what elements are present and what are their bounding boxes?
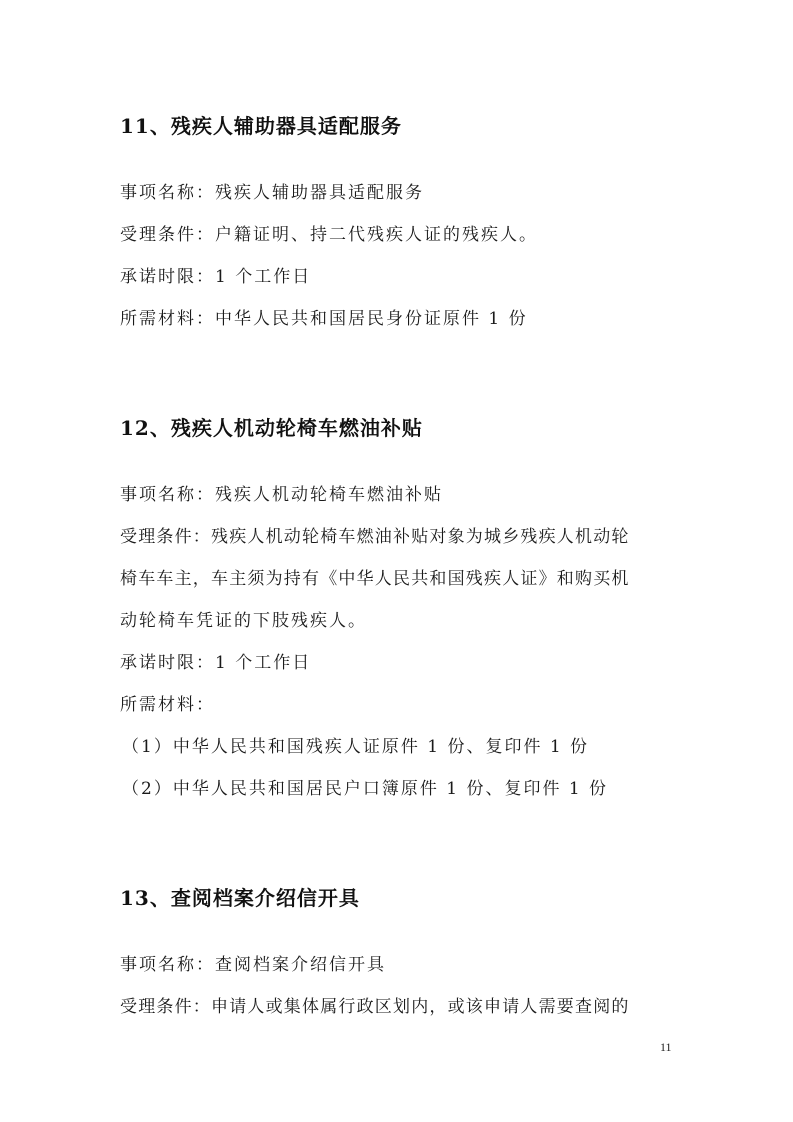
section-11-materials: 所需材料：中华人民共和国居民身份证原件 1 份: [120, 309, 528, 329]
section-12-heading: 12、残疾人机动轮椅车燃油补贴: [120, 416, 423, 440]
section-12-materials-label: 所需材料：: [120, 695, 215, 715]
section-12-material-1: （1）中华人民共和国残疾人证原件 1 份、复印件 1 份: [122, 737, 590, 757]
section-12-conditions-line-3: 动轮椅车凭证的下肢残疾人。: [120, 611, 367, 631]
section-13-heading: 13、查阅档案介绍信开具: [120, 886, 360, 910]
section-11-heading: 11、残疾人辅助器具适配服务: [120, 114, 402, 138]
section-12-conditions-line-2: 椅车车主，车主须为持有《中华人民共和国残疾人证》和购买机: [120, 569, 630, 589]
section-11-time-limit: 承诺时限：1 个工作日: [120, 267, 312, 287]
section-13-conditions: 受理条件：申请人或集体属行政区划内，或该申请人需要查阅的: [120, 997, 630, 1017]
section-11-conditions: 受理条件：户籍证明、持二代残疾人证的残疾人。: [120, 225, 538, 245]
section-12-item-name: 事项名称：残疾人机动轮椅车燃油补贴: [120, 485, 443, 505]
page-number: 11: [660, 1040, 672, 1054]
section-12-time-limit: 承诺时限：1 个工作日: [120, 653, 312, 673]
section-13-item-name: 事项名称：查阅档案介绍信开具: [120, 955, 386, 975]
section-11-item-name: 事项名称：残疾人辅助器具适配服务: [120, 183, 424, 203]
section-12-material-2: （2）中华人民共和国居民户口簿原件 1 份、复印件 1 份: [122, 779, 609, 799]
section-12-conditions-line-1: 受理条件：残疾人机动轮椅车燃油补贴对象为城乡残疾人机动轮: [120, 527, 630, 547]
